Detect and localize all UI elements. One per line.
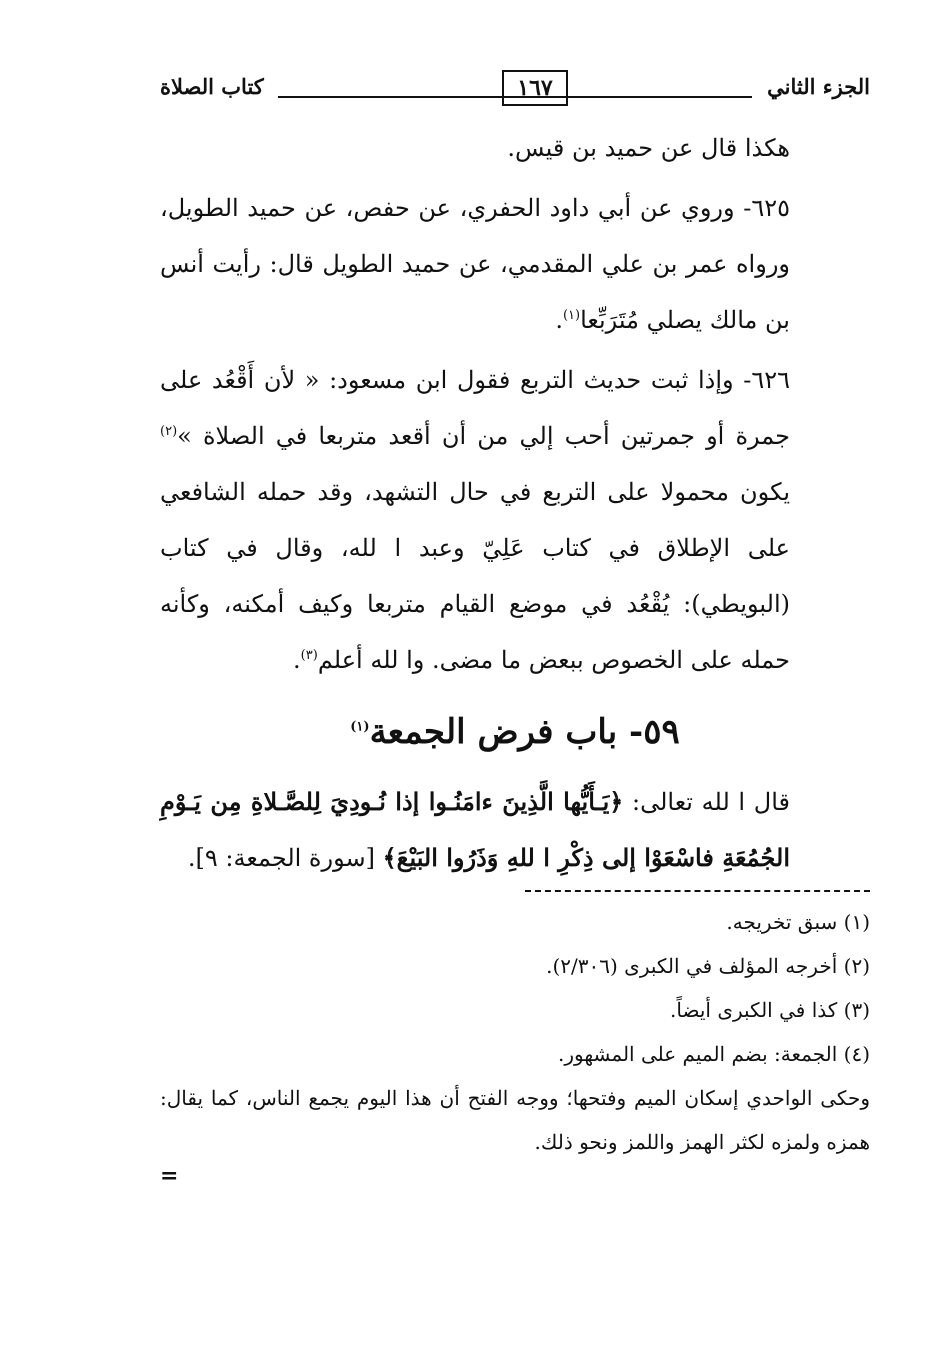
footnote-ref-1: (١) bbox=[562, 308, 581, 323]
quran-intro: قال ا لله تعالى: bbox=[623, 788, 790, 816]
quran-paragraph bbox=[160, 774, 870, 886]
book-label: كتاب الصلاة bbox=[160, 74, 264, 99]
chapter-title: ٥٩- باب فرض الجمعة bbox=[369, 712, 680, 752]
volume-label: الجزء الثاني bbox=[767, 74, 870, 99]
continued-mark: = bbox=[160, 1163, 179, 1189]
footnote-ref-4: (١) bbox=[350, 719, 370, 735]
main-text bbox=[160, 120, 870, 688]
footnotes bbox=[160, 900, 870, 1164]
hadith-625-text: ٦٢٥- وروي عن أبي داود الحفري، عن حفص، عن حميد الطويل، ورواه عمر بن علي المقدمي، عن حميد الطويل قال: رأيت أنس بن مالك يصلي مُتَرَبِّعا bbox=[160, 194, 791, 334]
quran-verse: ﴿يَـأَيُّها الَّذِينَ ءامَنُـوا إذا نُـودِيَ لِلصَّـلاةِ مِن يَـوْمِ الجُمُعَةِ فاسْعَوْا إلى ذِكْرِ ا للهِ وَذَرُوا البَيْعَ﴾ bbox=[160, 787, 790, 872]
chapter-heading bbox=[160, 702, 870, 762]
period: . bbox=[293, 646, 301, 674]
footnote-3: (٣) كذا في الكبرى أيضاً. bbox=[670, 998, 870, 1022]
footnote-2: (٢) أخرجه المؤلف في الكبرى (٢/٣٠٦). bbox=[546, 954, 870, 978]
paragraph-625 bbox=[160, 180, 870, 348]
hadith-626-text-a: ٦٢٦- وإذا ثبت حديث التربع فقول ابن مسعود: « لأن أَقْعُد على جمرة أو جمرتين أحب إلي من أن أقعد متربعا في الصلاة » bbox=[160, 366, 791, 450]
header-rule-left bbox=[278, 96, 518, 98]
book-page bbox=[160, 60, 870, 1189]
hadith-626-text-b: يكون محمولا على التربع في حال التشهد، وقد حمله الشافعي على الإطلاق في كتاب عَلِيّ وعبد ا لله، وقال في كتاب (البويطي): يُقْعُد في موضع القيام متربعا وكيف أمكنه، وكأنه حمله على الخصوص ببعض ما مضى. وا لله أعلم bbox=[160, 478, 790, 674]
footnote-separator bbox=[525, 890, 870, 892]
surah-reference: [سورة الجمعة: ٩]. bbox=[187, 844, 383, 872]
footnote-4: (٤) الجمعة: بضم الميم على المشهور. bbox=[557, 1042, 870, 1066]
footnote-4-continuation: وحكى الواحدي إسكان الميم وفتحها؛ ووجه الفتح أن هذا اليوم يجمع الناس، كما يقال: همزه ولمزه لكثر الهمز واللمز ونحو ذلك. bbox=[160, 1086, 870, 1154]
footnote-ref-3: (٣) bbox=[300, 648, 318, 663]
footnote-1: (١) سبق تخريجه. bbox=[726, 910, 870, 934]
page-number-box: ١٦٧ bbox=[502, 70, 568, 106]
running-header bbox=[160, 60, 870, 120]
footnote-ref-2: (٢) bbox=[160, 424, 178, 439]
chapter-text bbox=[160, 774, 870, 886]
paragraph-626 bbox=[160, 352, 870, 688]
paragraph-1: هكذا قال عن حميد بن قيس. bbox=[507, 134, 790, 162]
period: . bbox=[555, 306, 563, 334]
